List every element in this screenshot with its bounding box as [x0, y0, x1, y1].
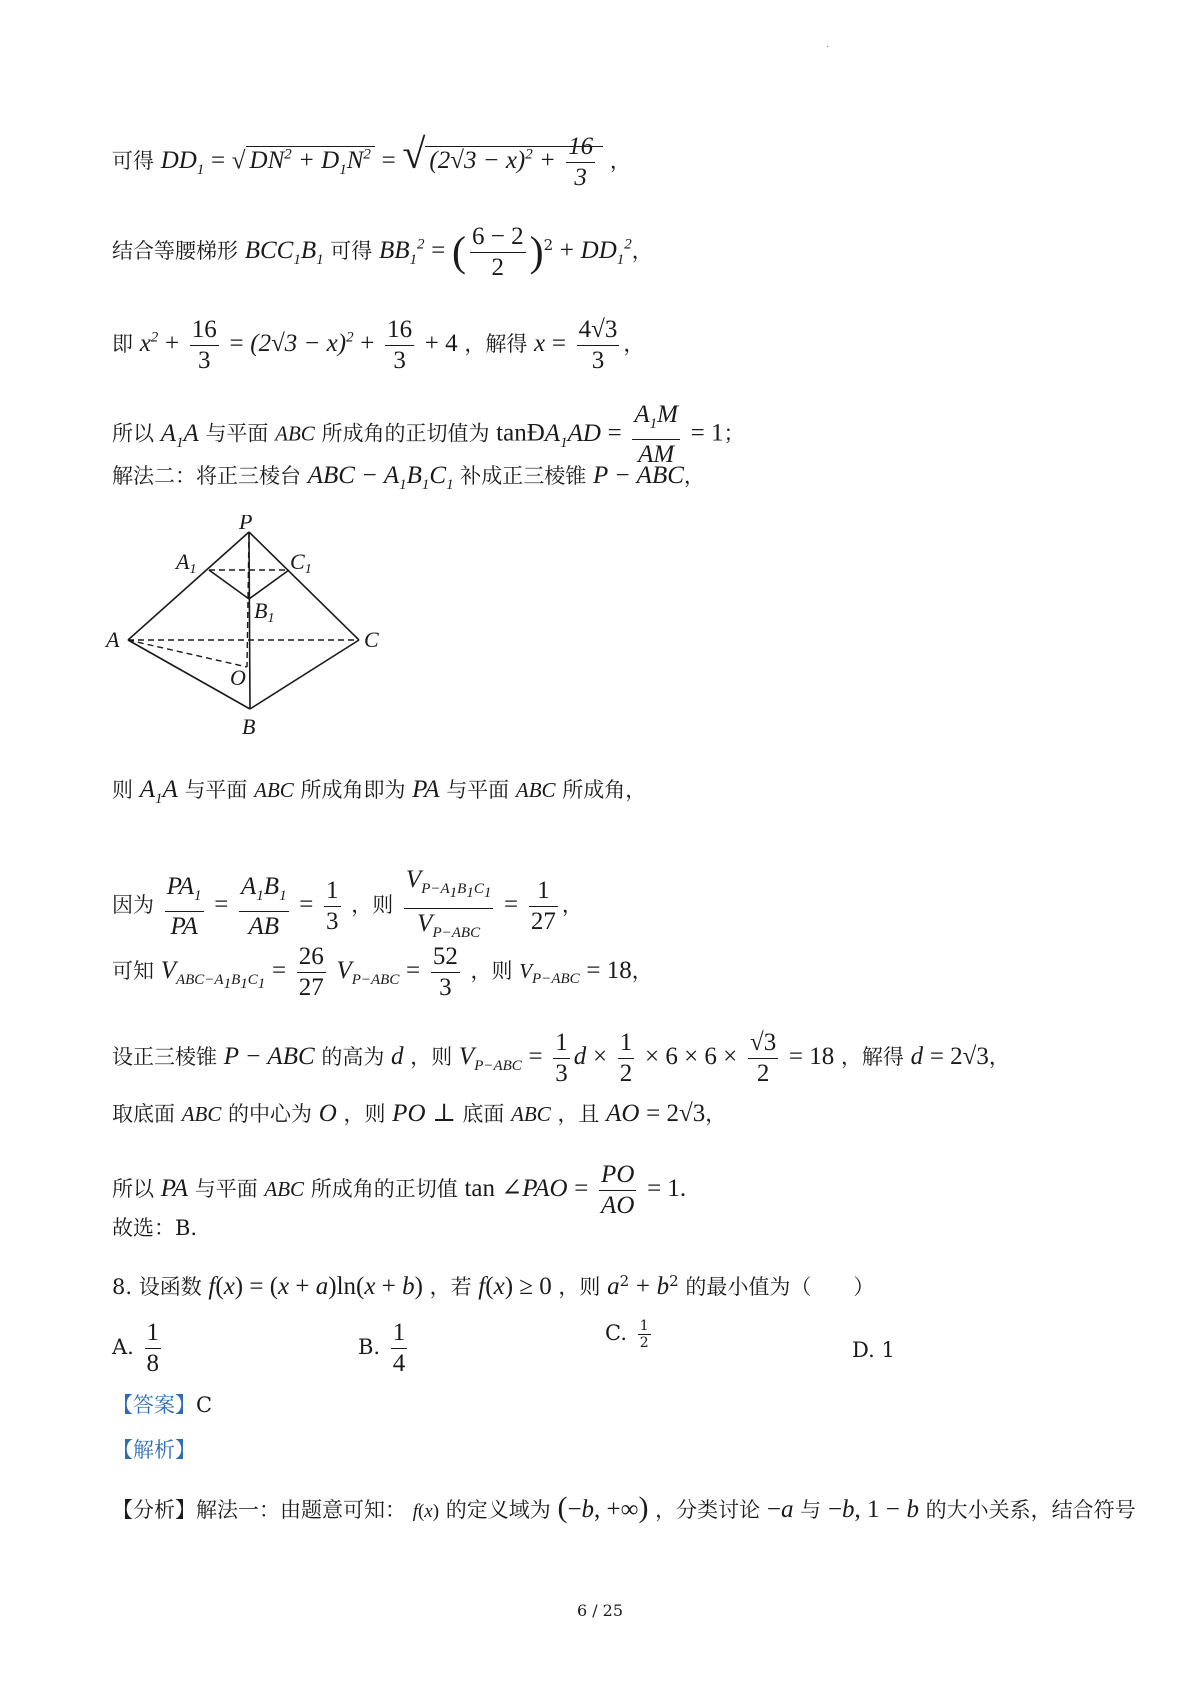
label-a1: A1 — [176, 549, 197, 577]
label-o: O — [230, 665, 246, 690]
label-a: A — [106, 627, 120, 652]
fenxi-tag: 【分析】 — [112, 1498, 196, 1522]
analysis-tag: 【解析】 — [112, 1438, 196, 1462]
label-p: P — [239, 515, 253, 534]
label-b: B — [242, 714, 256, 739]
pyramid-figure — [100, 515, 400, 740]
line-choose: 故选：B. — [112, 1216, 198, 1240]
line-trapezoid: 结合等腰梯形 $BCC_1B_1$ 可得 $BB_1^2$ = ( $\frac{6 - 2}{2}$ )$^2 + DD_1^2$， — [112, 223, 653, 281]
top-mark: · — [826, 42, 830, 53]
line-center: 取底面 ABC 的中心为 O ，则 PO ⊥ 底面 ABC ，且 AO = 2√3， — [112, 1100, 727, 1127]
answer-line — [112, 1391, 212, 1419]
answer-tag: 【答案】 — [112, 1393, 196, 1417]
line-tan-a1ad: 所以 $A_1A$ 与平面 ABC 所成角的正切值为 tanÐA$_1$AD = $\frac{A_1M}{AM}$ = 1； — [112, 401, 745, 468]
label-c1: C1 — [290, 549, 312, 577]
option-c: C. $\frac{1}{2}$ — [605, 1318, 649, 1351]
option-a: A. $\frac{1}{8}$ — [112, 1319, 160, 1377]
option-d: D. 1 — [852, 1338, 895, 1362]
line-dd1: 可得 $DD_1$ = √ $DN^2 + D_1N^2$ = √ $(2√3 - x)^2$ + $\frac{16}{3}$ ， — [112, 132, 631, 191]
line-volume: 可知 $V_{ABC-A_1B_1C_1}$ = $\frac{26}{27}$ $V_{P-ABC}$ = $\frac{52}{3}$ ，则 $V_{P-ABC} = 18$， — [112, 943, 653, 1001]
label-b1: B1 — [254, 598, 275, 626]
line-tan-pao: 所以 PA 与平面 ABC 所成角的正切值 tan ∠PAO = $\frac{PO}{AO}$ = 1. — [112, 1161, 687, 1219]
line-ratio: 因为 $\frac{PA_1}{PA}$ = $\frac{A_1B_1}{AB}$ = $\frac{1}{3}$ ，则 $V_{P-A_1B_1C_1}$ $V_{P-ABC}$ = $\frac{1}{27}$ ， — [112, 866, 583, 941]
question-8: 8. 设函数 f(x) = (x + a)ln(x + b) ，若 f(x) ≥ 0 ，则 $a^2 + b^2$ 的最小值为（ ） — [112, 1272, 875, 1300]
line-method-two: 解法二：将正三棱台 ABC − $A_1B_1C_1$ 补成正三棱锥 P − ABC， — [112, 462, 705, 493]
answer-value: C — [196, 1393, 213, 1417]
option-b: B. $\frac{1}{4}$ — [358, 1319, 406, 1377]
line-solve-x: 即 $x^2$ + $\frac{16}{3}$ = $(2√3 - x)^2$ + $\frac{16}{3}$ + 4 ，解得 x = $\frac{4√3}{3}$ ， — [112, 316, 645, 374]
fenxi-line: 【分析】解法一：由题意可知： f(x) 的定义域为 (−b, +∞) ，分类讨论 −a 与 −b, 1 − b 的大小关系，结合符号 — [112, 1491, 1136, 1524]
analysis-line — [112, 1436, 196, 1464]
page-number: 6 / 25 — [576, 1601, 624, 1620]
line-pa-angle: 则 $A_1A$ 与平面 ABC 所成角即为 PA 与平面 ABC 所成角， — [112, 776, 647, 807]
line-height: 设正三棱锥 P − ABC 的高为 d ，则 $V_{P-ABC}$ = $\frac{1}{3}$ d × $\frac{1}{2}$ × 6 × 6 × $\frac{√3}{2}$ = 18 ，解得 d = 2√3， — [112, 1029, 1010, 1087]
label-c: C — [364, 627, 379, 652]
